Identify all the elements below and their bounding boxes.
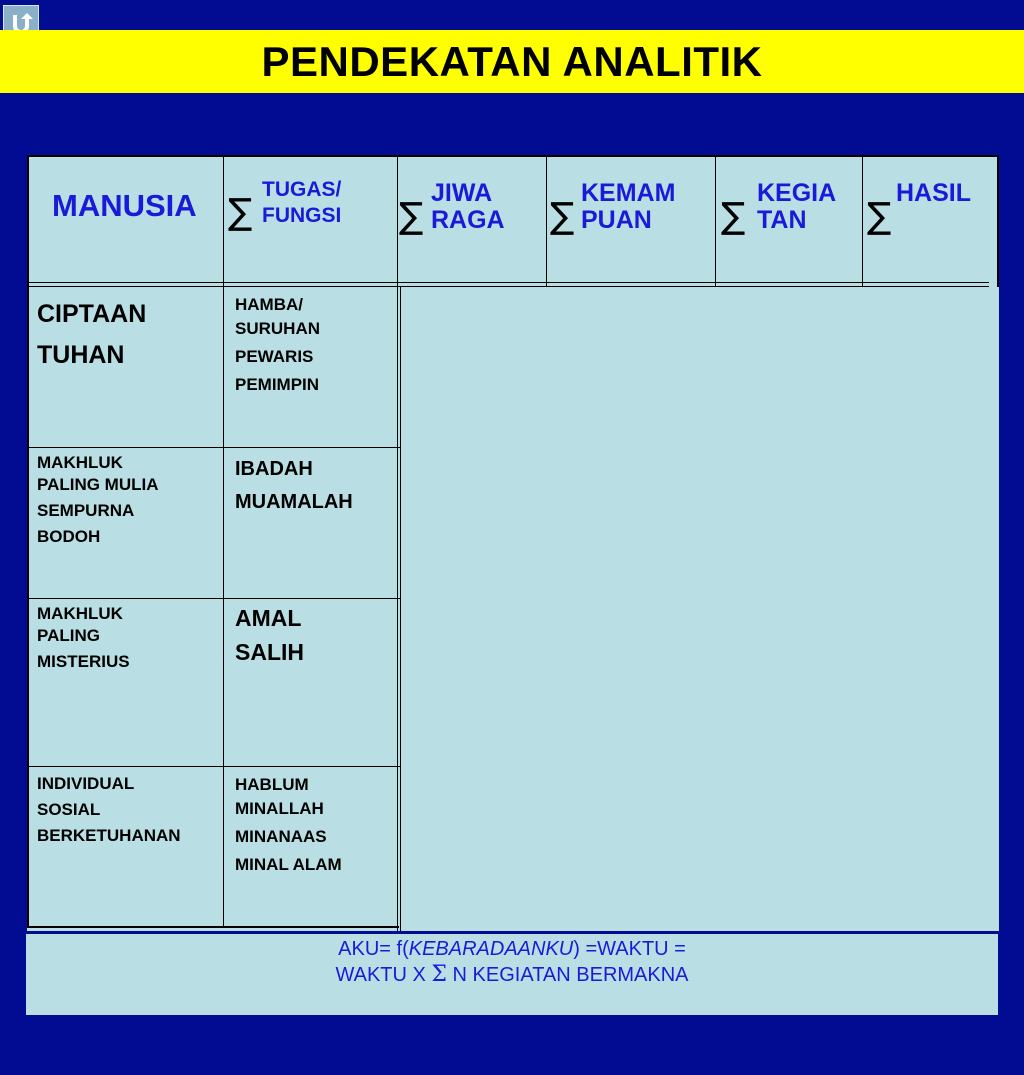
cell-text: PALING	[37, 626, 100, 645]
cell-text: BERKETUHANAN	[37, 826, 181, 845]
header-hasil: HASIL	[896, 179, 971, 207]
cell-text: MISTERIUS	[37, 652, 130, 671]
header-tugas-line2: FUNGSI	[262, 204, 342, 227]
title-bar	[0, 30, 1024, 93]
header-kegia-line1: KEGIA	[757, 179, 837, 207]
table-border-bottom	[27, 926, 399, 928]
header-kemampuan	[581, 180, 675, 234]
body-col-divider	[397, 287, 398, 931]
sigma-icon: ∑	[867, 196, 892, 237]
cell-text: SURUHAN	[235, 319, 320, 338]
analysis-table	[27, 155, 999, 931]
formula-text: N KEGIATAN BERMAKNA	[446, 964, 689, 986]
row-divider	[27, 766, 401, 767]
body-col-divider	[223, 287, 224, 927]
table-border-left	[27, 155, 29, 928]
cell-text: CIPTAAN	[37, 300, 147, 328]
cell-text: AMAL	[235, 605, 302, 631]
cell-text: SOSIAL	[37, 800, 101, 819]
formula-line-1	[26, 936, 998, 962]
header-kegia-line2: TAN	[757, 206, 807, 234]
formula-text: ) =WAKTU =	[573, 938, 686, 960]
header-divider-inner	[27, 286, 989, 287]
formula-box	[26, 934, 998, 1015]
cell-text: PALING MULIA	[37, 475, 159, 494]
sigma-icon: Σ	[431, 962, 447, 987]
cell-text: MAKHLUK	[37, 604, 123, 623]
cell-text: HAMBA/	[235, 295, 303, 314]
cell-text: TUHAN	[37, 341, 125, 369]
row4-fungsi	[235, 773, 342, 877]
row4-manusia	[37, 771, 181, 849]
formula-text: AKU= f(	[338, 938, 409, 960]
col-divider	[223, 155, 224, 287]
cell-text: HABLUM	[235, 775, 309, 794]
row3-manusia	[37, 603, 130, 673]
cell-text: MINAL ALAM	[235, 855, 342, 874]
sigma-icon: ∑	[228, 192, 253, 233]
header-jiwa-line2: RAGA	[431, 206, 505, 234]
row2-fungsi	[235, 453, 353, 519]
sigma-icon: ∑	[550, 196, 575, 237]
row1-fungsi	[235, 293, 320, 397]
header-manusia: MANUSIA	[52, 188, 197, 223]
cell-text: SALIH	[235, 639, 304, 665]
header-jiwa-raga	[431, 180, 505, 234]
sigma-icon: ∑	[399, 196, 424, 237]
row-divider	[27, 447, 401, 448]
formula-text: WAKTU X	[335, 964, 432, 986]
col-divider	[546, 155, 547, 287]
header-kemam-line1: KEMAM	[581, 179, 676, 207]
cell-text: PEWARIS	[235, 347, 314, 366]
table-border-right	[997, 155, 999, 287]
header-tugas-fungsi	[262, 177, 341, 229]
cell-text: MINANAAS	[235, 827, 327, 846]
cell-text: MUAMALAH	[235, 491, 353, 513]
formula-line-2	[26, 962, 998, 988]
header-tugas-line1: TUGAS/	[262, 178, 342, 201]
col-divider	[715, 155, 716, 287]
cell-text: BODOH	[37, 527, 101, 546]
cell-text: INDIVIDUAL	[37, 774, 135, 793]
formula-italic-text: KEBARADAANKU	[408, 938, 574, 960]
col-divider	[862, 155, 863, 287]
sigma-icon: ∑	[721, 196, 746, 237]
cell-text: PEMIMPIN	[235, 375, 320, 394]
header-divider	[27, 282, 989, 283]
row3-fungsi	[235, 601, 304, 669]
row1-manusia	[37, 294, 146, 376]
body-col-divider-inner	[400, 287, 401, 931]
cell-text: SEMPURNA	[37, 501, 135, 520]
cell-text: MINALLAH	[235, 799, 324, 818]
col-divider	[397, 155, 398, 287]
table-border-top	[27, 155, 999, 157]
cell-text: IBADAH	[235, 458, 313, 480]
row-divider	[27, 598, 401, 599]
header-kemam-line2: PUAN	[581, 206, 652, 234]
header-kegiatan	[757, 180, 836, 234]
page-title: PENDEKATAN ANALITIK	[261, 37, 763, 85]
row2-manusia	[37, 452, 159, 548]
header-jiwa-line1: JIWA	[431, 179, 493, 207]
cell-text: MAKHLUK	[37, 453, 123, 472]
